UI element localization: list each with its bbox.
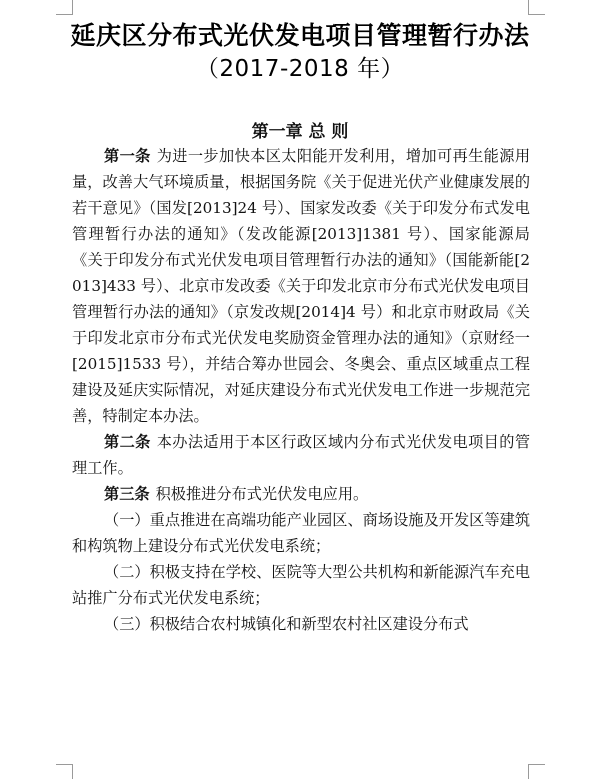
document-title: 延庆区分布式光伏发电项目管理暂行办法 [70,21,530,50]
page-corner-mark-bottom-right [528,764,545,779]
article-text: 为进一步加快本区太阳能开发利用，增加可再生能源用量，改善大气环境质量，根据国务院《关于促进光伏产业健康发展的若干意见》（国发[2013]24 号）、国家发改委《关于印发分布式发电管理暂行办法的通知》（发改能源[2013]1381 号）、国家能源局《关于印发分布式光伏发电项目管理暂行办法的通知》（国能新能[2013]433 号）、北京市发改委《关于印发北京市分布式光伏发电项目管理暂行办法的通知》（京发改规[2014]4 号）和北京市财政局《关于印发北京市分布式光伏发电奖励资金管理办法的通知》（京财经一[2015]1533 号），并结合筹办世园会、冬奥会、重点区域重点工程建设及延庆实际情况，对延庆建设分布式光伏发电工作进一步规范完善，特制定本办法。 [72,147,531,425]
article-label: 第二条 [104,433,151,451]
page-corner-mark-top-right [528,0,545,15]
page-corner-mark-bottom-left [56,764,73,779]
chapter-heading: 第一章 总 则 [251,122,349,142]
article-3 [72,481,530,507]
article-text: 积极推进分布式光伏发电应用。 [155,485,369,503]
article-label: 第一条 [104,147,151,165]
document-title-years: （2017-2018 年） [195,56,405,82]
article-text: 本办法适用于本区行政区域内分布式光伏发电项目的管理工作。 [72,433,531,477]
list-item: （二）积极支持在学校、医院等大型公共机构和新能源汽车充电站推广分布式光伏发电系统； [72,563,530,607]
page-corner-mark-top-left [56,0,73,15]
list-item: （一）重点推进在高端功能产业园区、商场设施及开发区等建筑和构筑物上建设分布式光伏发电系统； [72,511,530,555]
article-2 [72,429,530,481]
document-body [72,143,530,637]
article-label: 第三条 [104,485,150,503]
article-1 [72,143,530,429]
list-item: （三）积极结合农村城镇化和新型农村社区建设分布式 [104,615,469,633]
